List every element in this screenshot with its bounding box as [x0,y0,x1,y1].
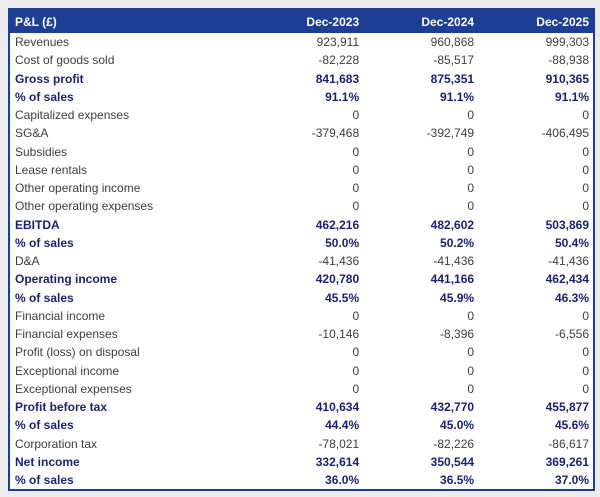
row-value: 462,216 [315,217,360,232]
row-value: 0 [467,144,475,159]
header-cell-title: P&L (£) [15,14,57,29]
pnl-table [8,8,595,491]
row-label: % of sales [15,418,74,433]
row-label: Exceptional expenses [15,381,132,396]
row-value: 0 [352,199,360,214]
row-value: 50.4% [554,235,589,250]
row-value: -88,938 [548,53,589,68]
row-label: % of sales [15,89,74,104]
row-value: 36.5% [440,473,475,488]
table-row [10,70,593,88]
row-label: EBITDA [15,217,60,232]
row-value: 332,614 [315,454,360,469]
row-value: 0 [467,345,475,360]
row-label: Capitalized expenses [15,108,130,123]
row-value: 410,634 [315,400,360,415]
row-label: % of sales [15,235,74,250]
row-label: Financial expenses [15,327,118,342]
row-value: -379,468 [311,126,360,141]
row-value: 462,434 [545,272,589,287]
row-value: 91.1% [554,89,589,104]
row-label: SG&A [15,126,49,141]
row-value: 0 [582,162,589,177]
table-row [10,179,593,197]
row-label: Profit (loss) on disposal [15,345,140,360]
table-row [10,51,593,69]
row-value: -392,749 [426,126,475,141]
row-value: 44.4% [325,418,360,433]
row-label: Lease rentals [15,162,88,177]
row-value: -10,146 [318,327,360,342]
table-row [10,362,593,380]
row-value: 0 [467,162,475,177]
row-value: 0 [352,108,360,123]
table-row [10,106,593,124]
row-label: % of sales [15,473,74,488]
table-header-row [10,10,593,33]
table-row [10,343,593,361]
row-value: -41,436 [548,254,589,269]
header-cell-dec-2023: Dec-2023 [306,14,360,29]
table-body [10,33,593,489]
row-label: Other operating income [15,181,141,196]
row-value: 0 [582,108,589,123]
row-value: 0 [352,345,360,360]
row-value: -8,396 [440,327,475,342]
table-row [10,197,593,215]
header-cell-dec-2025: Dec-2025 [536,14,589,29]
row-value: 0 [467,108,475,123]
table-row [10,124,593,142]
row-value: 923,911 [316,35,360,50]
row-value: 0 [582,308,589,323]
row-value: 0 [582,363,589,378]
row-value: 0 [582,199,589,214]
row-value: 420,780 [315,272,360,287]
row-label: Gross profit [15,71,84,86]
row-value: 455,877 [545,400,589,415]
row-label: Profit before tax [15,400,108,415]
row-value: -82,228 [318,53,360,68]
row-value: 350,544 [430,454,475,469]
row-value: -85,517 [433,53,475,68]
row-value: 50.0% [325,235,360,250]
row-value: 503,869 [545,217,589,232]
table-row [10,33,593,51]
row-label: Cost of goods sold [15,53,115,68]
row-value: 45.9% [440,290,475,305]
table-row [10,234,593,252]
table-row [10,88,593,106]
header-cell-dec-2024: Dec-2024 [421,14,475,29]
row-value: -82,226 [433,436,475,451]
row-value: 0 [352,381,360,396]
table-row [10,453,593,471]
table-row [10,143,593,161]
row-value: 960,868 [430,35,475,50]
row-value: 0 [582,181,589,196]
row-value: 45.6% [554,418,589,433]
row-label: Exceptional income [15,363,120,378]
row-label: Net income [15,454,80,469]
row-value: -6,556 [554,327,589,342]
row-value: 0 [582,381,589,396]
table-row [10,416,593,434]
row-value: 441,166 [430,272,475,287]
row-value: 46.3% [554,290,589,305]
table-row [10,435,593,453]
table-row [10,471,593,489]
row-value: 910,365 [545,71,589,86]
row-label: Operating income [15,272,118,287]
row-value: 875,351 [430,71,475,86]
row-value: 45.0% [440,418,475,433]
row-value: 0 [352,308,360,323]
row-value: 432,770 [430,400,475,415]
row-value: 37.0% [554,473,589,488]
table-row [10,398,593,416]
row-value: 91.1% [440,89,475,104]
row-label: % of sales [15,290,74,305]
row-value: 0 [352,144,360,159]
row-value: 91.1% [325,89,360,104]
row-value: 0 [352,363,360,378]
row-value: 0 [582,345,589,360]
row-label: Financial income [15,308,106,323]
row-value: -41,436 [318,254,360,269]
row-label: Corporation tax [15,436,98,451]
row-label: Subsidies [15,144,68,159]
table-row [10,325,593,343]
table-row [10,252,593,270]
row-value: 50.2% [440,235,475,250]
row-value: 45.5% [325,290,360,305]
row-value: 0 [467,181,475,196]
row-value: 0 [467,308,475,323]
row-value: 0 [467,381,475,396]
table-row [10,270,593,288]
table-row [10,161,593,179]
row-label: Revenues [15,35,70,50]
row-value: -78,021 [318,436,360,451]
row-value: -406,495 [541,126,589,141]
table-row [10,380,593,398]
table-row [10,289,593,307]
row-value: 841,683 [315,71,360,86]
row-value: 0 [582,144,589,159]
row-value: 36.0% [325,473,360,488]
row-value: -41,436 [433,254,475,269]
row-value: 999,303 [545,35,589,50]
table-row [10,216,593,234]
row-value: 0 [467,363,475,378]
row-value: 369,261 [545,454,589,469]
row-label: D&A [15,254,40,269]
row-value: 0 [467,199,475,214]
row-label: Other operating expenses [15,199,154,214]
row-value: 0 [352,162,360,177]
table-row [10,307,593,325]
row-value: 482,602 [430,217,475,232]
row-value: -86,617 [548,436,589,451]
row-value: 0 [352,181,360,196]
